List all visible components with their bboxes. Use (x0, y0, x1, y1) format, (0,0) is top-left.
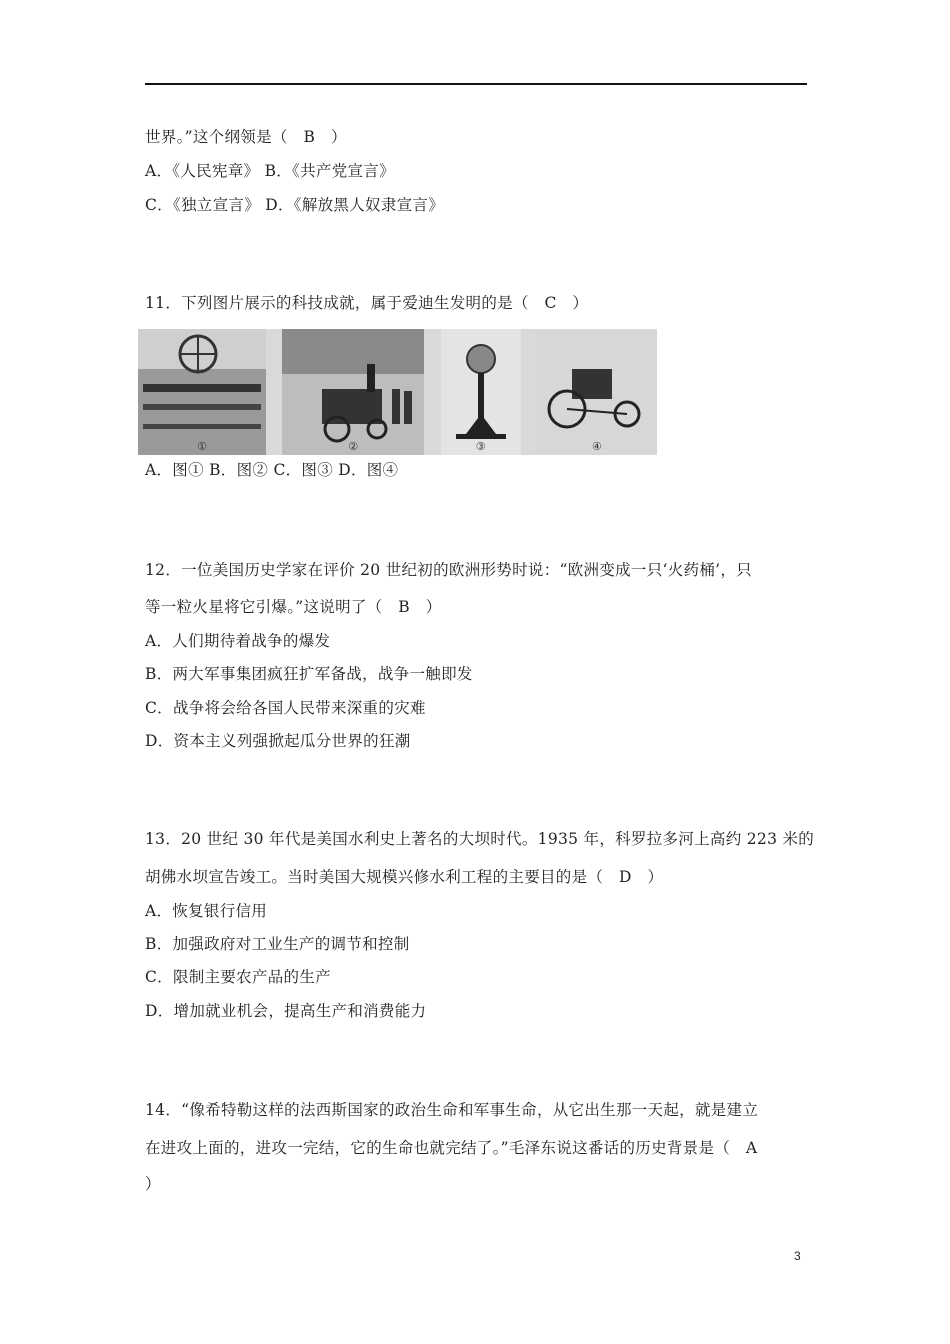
text-line: 等一粒火星将它引爆。”这说明了（ B ） (145, 598, 442, 616)
text-line: 胡佛水坝宣告竣工。当时美国大规模兴修水利工程的主要目的是（ D ） (145, 868, 664, 886)
text-line: 在进攻上面的，进攻一完结，它的生命也就完结了。”毛泽东说这番话的历史背景是（ A (145, 1139, 758, 1157)
question-13: 13．20 世纪 30 年代是美国水利史上著名的大坝时代。1935 年，科罗拉多河上高约 223 米的 (145, 830, 815, 848)
text-line: D．资本主义列强掀起瓜分世界的狂潮 (145, 732, 411, 750)
page-number: 3 (794, 1249, 801, 1263)
text-line: D．增加就业机会，提高生产和消费能力 (145, 1002, 427, 1020)
figure-caption-2: ② (348, 440, 359, 453)
text-line: A．恢复银行信用 (145, 902, 268, 920)
figure-photo-2 (282, 329, 424, 455)
question-12: 12．一位美国历史学家在评价 20 世纪初的欧洲形势时说：“欧洲变成一只‘火药桶’，只 (145, 561, 752, 579)
text-line: A．人们期待着战争的爆发 (145, 632, 331, 650)
text-line: C．《独立宣言》 D．《解放黑人奴隶宣言》 (145, 196, 445, 214)
figure-caption-1: ① (197, 440, 207, 453)
text-line: C．战争将会给各国人民带来深重的灾难 (145, 699, 426, 717)
header-rule (145, 83, 807, 85)
figure-photo-3 (441, 329, 521, 455)
text-line: A．《人民宪章》 B．《共产党宣言》 (145, 162, 395, 180)
text-line: B．加强政府对工业生产的调节和控制 (145, 935, 410, 953)
text-line: A．图① B．图② C．图③ D．图④ (145, 461, 399, 479)
figure-caption-3: ③ (475, 440, 486, 453)
text-line: B．两大军事集团疯狂扩军备战，战争一触即发 (145, 665, 473, 683)
question-14: 14．“像希特勒这样的法西斯国家的政治生命和军事生命，从它出生那一天起，就是建立 (145, 1101, 759, 1119)
text-line: C．限制主要农产品的生产 (145, 968, 331, 986)
figure-photo-4 (537, 329, 657, 455)
figure-photo-1 (138, 329, 266, 455)
question-11-figure (138, 329, 657, 455)
question-11: 11．下列图片展示的科技成就，属于爱迪生发明的是（ C ） (145, 294, 589, 312)
text-line: 世界。”这个纲领是（ B ） (145, 128, 347, 146)
text-line: ） (145, 1175, 161, 1193)
figure-caption-4: ④ (592, 440, 602, 453)
